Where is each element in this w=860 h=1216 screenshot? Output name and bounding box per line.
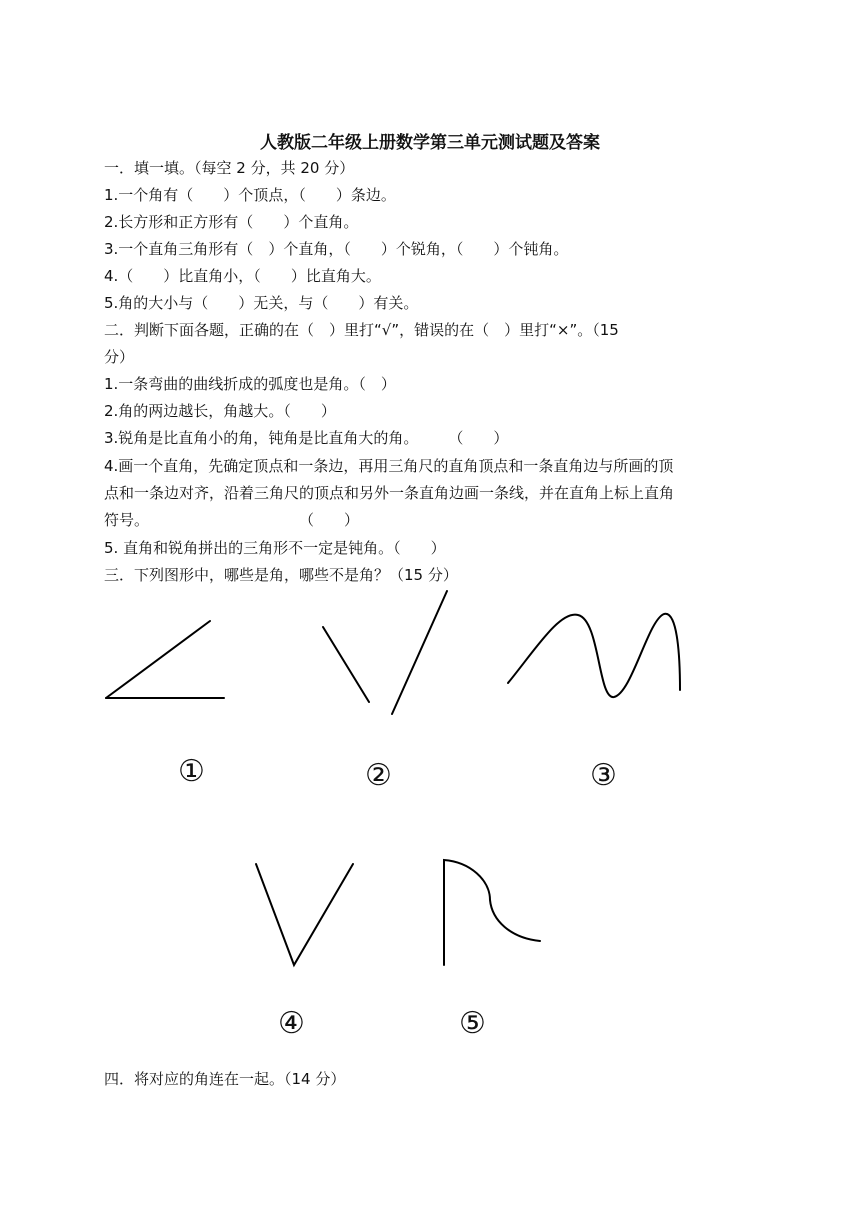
- question-1-1: 1.一个角有（ ）个顶点，（ ）条边。: [104, 186, 396, 204]
- figure-5-label: ⑤: [459, 1006, 486, 1041]
- question-2-4-line3: 符号。 （ ）: [104, 511, 360, 529]
- question-1-5: 5.角的大小与（ ）无关，与（ ）有关。: [104, 294, 419, 312]
- figure-3-curve: [508, 614, 680, 697]
- question-2-1: 1.一条弯曲的曲线折成的弧度也是角。（ ）: [104, 375, 396, 393]
- figure-3-label: ③: [590, 758, 617, 793]
- question-2-5: 5. 直角和锐角拼出的三角形不一定是钝角。（ ）: [104, 539, 446, 557]
- question-1-3: 3.一个直角三角形有（ ）个直角，（ ）个锐角，（ ）个钝角。: [104, 240, 569, 258]
- page-title: 人教版二年级上册数学第三单元测试题及答案: [260, 133, 600, 153]
- section2-heading: 二．判断下面各题，正确的在（ ）里打“√”，错误的在（ ）里打“×”。（15: [104, 321, 619, 339]
- section4-heading: 四．将对应的角连在一起。（14 分）: [104, 1070, 346, 1088]
- section1-heading: 一．填一填。（每空 2 分，共 20 分）: [104, 159, 355, 177]
- figure-2-lines: [323, 591, 447, 714]
- question-1-2: 2.长方形和正方形有（ ）个直角。: [104, 213, 359, 231]
- section2-heading-cont: 分）: [104, 348, 135, 366]
- question-1-4: 4.（ ）比直角小，（ ）比直角大。: [104, 267, 381, 285]
- question-2-3: 3.锐角是比直角小的角，钝角是比直角大的角。 （ ）: [104, 429, 509, 447]
- figure-4-label: ④: [278, 1006, 305, 1041]
- figure-4-angle: [256, 864, 353, 965]
- figure-1-angle: [106, 621, 224, 698]
- question-2-4-line1: 4.画一个直角，先确定顶点和一条边，再用三角尺的直角顶点和一条直角边与所画的顶: [104, 457, 674, 475]
- question-2-4-line2: 点和一条边对齐，沿着三角尺的顶点和另外一条直角边画一条线，并在直角上标上直角: [104, 484, 675, 502]
- figure-5-curve: [444, 860, 540, 965]
- question-2-2: 2.角的两边越长，角越大。（ ）: [104, 402, 336, 420]
- figure-2-label: ②: [365, 758, 392, 793]
- figure-1-label: ①: [178, 754, 205, 789]
- section3-heading: 三．下列图形中，哪些是角，哪些不是角？（15 分）: [104, 566, 458, 584]
